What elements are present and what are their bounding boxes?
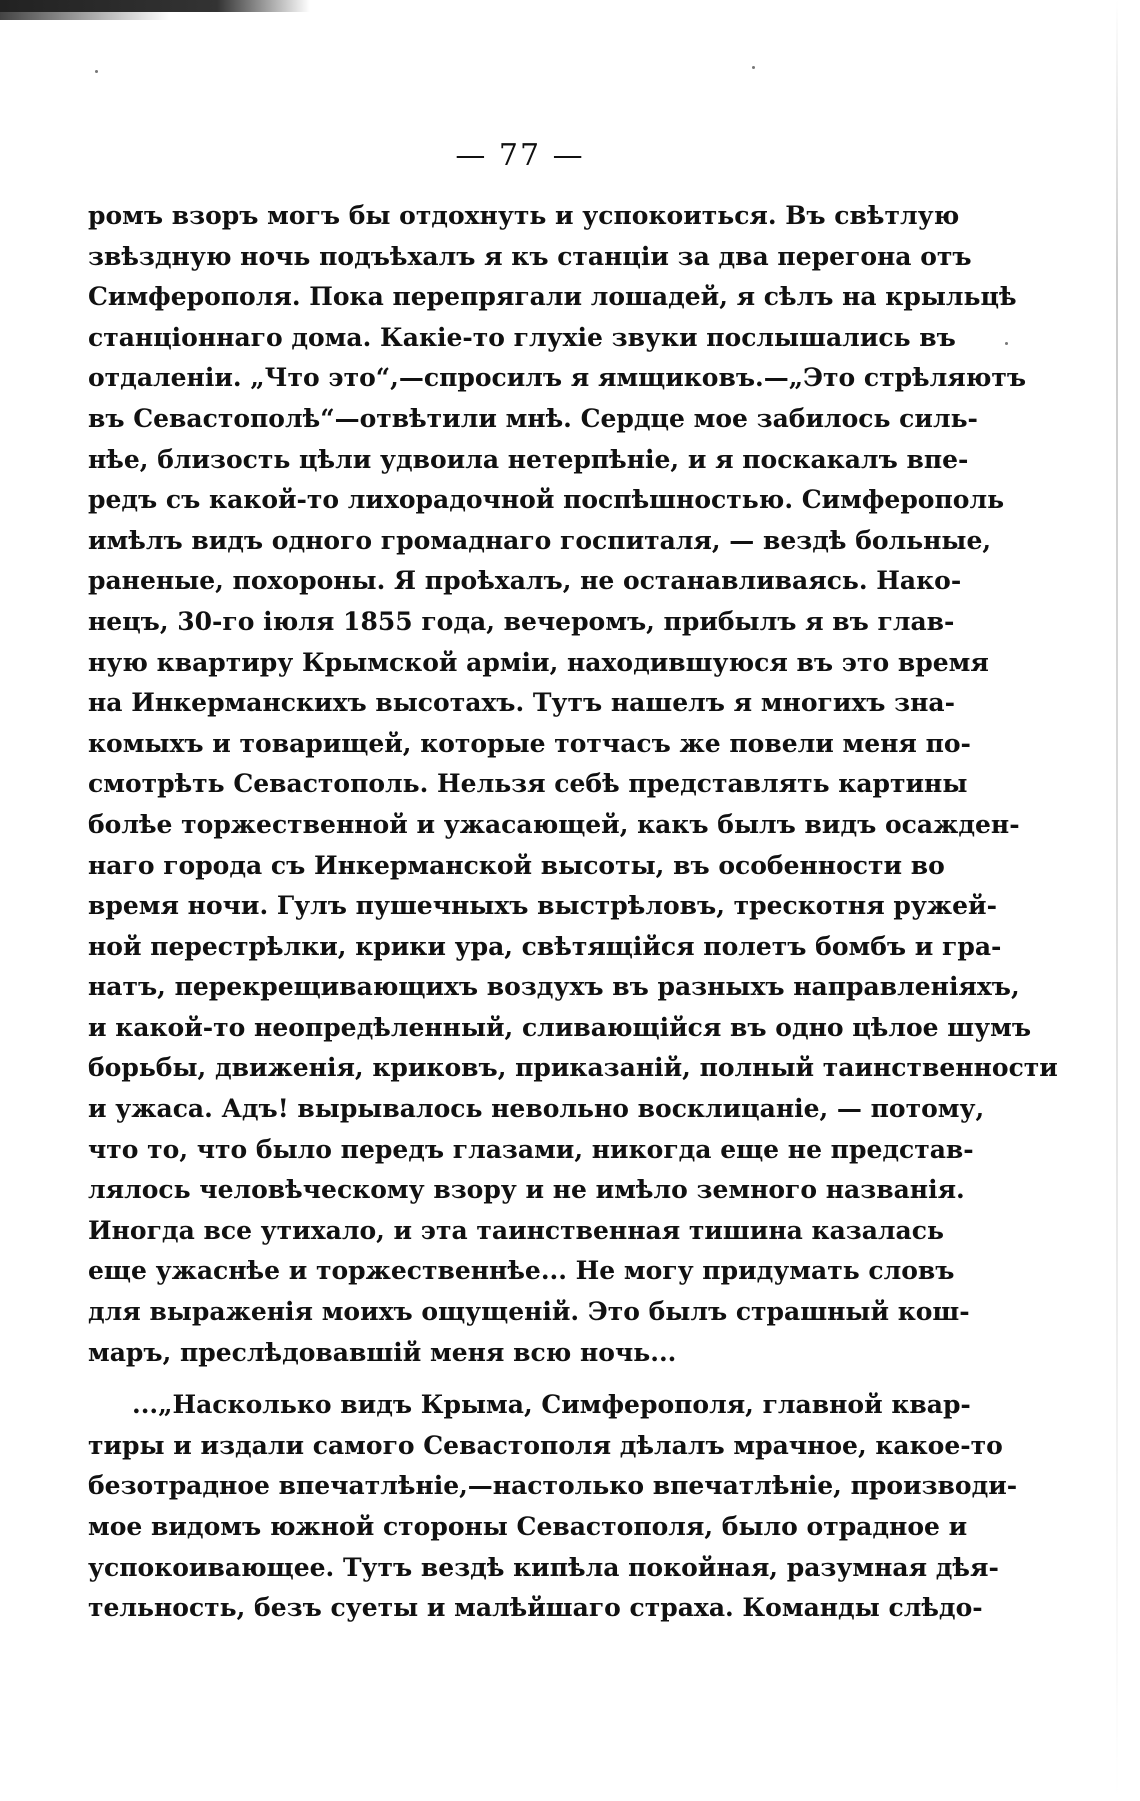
scan-artifact-top: [0, 0, 310, 12]
text-line: болѣе торжественной и ужасающей, какъ былъ видъ осажден-: [88, 809, 1020, 839]
text-line: ную квартиру Крымской арміи, находившуюся въ это время: [88, 647, 989, 677]
text-line: тиры и издали самого Севастополя дѣлалъ мрачное, какое-то: [88, 1430, 1003, 1460]
text-line: мое видомъ южной стороны Севастополя, было отрадное и: [88, 1512, 968, 1541]
dust-speck: [95, 70, 98, 73]
text-line: еще ужаснѣе и торжественнѣе... Не могу придумать словъ: [88, 1256, 955, 1286]
text-line: Иногда все утихало, и эта таинственная тишина казалась: [88, 1215, 944, 1245]
page-edge-shadow: [1116, 0, 1118, 1801]
text-line: маръ, преслѣдовавшій меня всю ночь...: [88, 1337, 677, 1367]
text-line: редъ съ какой-то лихорадочной поспѣшностью. Симферополь: [88, 485, 1005, 515]
text-line: тельность, безъ суеты и малѣйшаго страха. Команды слѣдо-: [88, 1593, 983, 1623]
text-line: борьбы, движенія, криковъ, приказаній, полный таинственности: [88, 1053, 1058, 1083]
text-line: что то, что было передъ глазами, никогда еще не представ-: [88, 1134, 974, 1164]
text-line: безотрадное впечатлѣніе,—настолько впечатлѣніе, производи-: [88, 1471, 1018, 1501]
scan-artifact-top-shadow: [0, 12, 170, 20]
text-line: нѣе, близость цѣли удвоила нетерпѣніе, и я поскакалъ впе-: [88, 444, 969, 474]
paragraph: [88, 1385, 1018, 1629]
text-line: раненые, похороны. Я проѣхалъ, не останавливаясь. Нако-: [88, 566, 962, 596]
text-line: лялось человѣческому взору и не имѣло земного названія.: [88, 1175, 965, 1205]
text-line: успокоивающее. Тутъ вездѣ кипѣла покойная, разумная дѣя-: [88, 1552, 999, 1582]
text-line: звѣздную ночь подъѣхалъ я къ станціи за два перегона отъ: [88, 241, 972, 271]
text-line: натъ, перекрещивающихъ воздухъ въ разныхъ направленіяхъ,: [88, 972, 1020, 1002]
text-line: ной перестрѣлки, крики ура, свѣтящійся полетъ бомбъ и гра-: [88, 931, 1002, 961]
page-body-text: [88, 196, 1058, 1629]
text-line: и ужаса. Адъ! вырывалось невольно восклицаніе, — потому,: [88, 1094, 985, 1124]
text-line: имѣлъ видъ одного громаднаго госпиталя, — вездѣ больные,: [88, 525, 992, 555]
text-line: и какой-то неопредѣленный, сливающійся въ одно цѣлое шумъ: [88, 1012, 1032, 1042]
dust-speck: [752, 66, 755, 69]
text-line: нецъ, 30-го іюля 1855 года, вечеромъ, прибылъ я въ глав-: [88, 606, 955, 636]
text-line: ромъ взоръ могъ бы отдохнуть и успокоиться. Въ свѣтлую: [88, 201, 960, 230]
text-line: смотрѣть Севастополь. Нельзя себѣ представлять картины: [88, 769, 968, 799]
text-line: комыхъ и товарищей, которые тотчасъ же повели меня по-: [88, 728, 971, 758]
text-line: время ночи. Гулъ пушечныхъ выстрѣловъ, трескотня ружей-: [88, 891, 997, 921]
paragraph-gap: [88, 1373, 938, 1385]
text-line: ...„Насколько видъ Крыма, Симферополя, главной квар-: [132, 1390, 971, 1420]
text-line: отдаленіи. „Что это“,—спросилъ я ямщиковъ.—„Это стрѣляютъ: [88, 363, 1027, 393]
text-line: для выраженія моихъ ощущеній. Это былъ страшный кош-: [88, 1297, 970, 1327]
text-line: на Инкерманскихъ высотахъ. Тутъ нашелъ я многихъ зна-: [88, 688, 955, 718]
text-line: Симферополя. Пока перепрягали лошадей, я сѣлъ на крыльцѣ: [88, 282, 1017, 312]
dust-speck: [1005, 342, 1008, 345]
paragraph: [88, 196, 1058, 1373]
text-line: въ Севастополѣ“—отвѣтили мнѣ. Сердце мое забилось силь-: [88, 403, 978, 433]
page-number: — 77 —: [455, 138, 585, 173]
text-line: станціоннаго дома. Какіе-то глухіе звуки послышались въ: [88, 322, 956, 352]
text-line: наго города съ Инкерманской высоты, въ особенности во: [88, 850, 945, 880]
